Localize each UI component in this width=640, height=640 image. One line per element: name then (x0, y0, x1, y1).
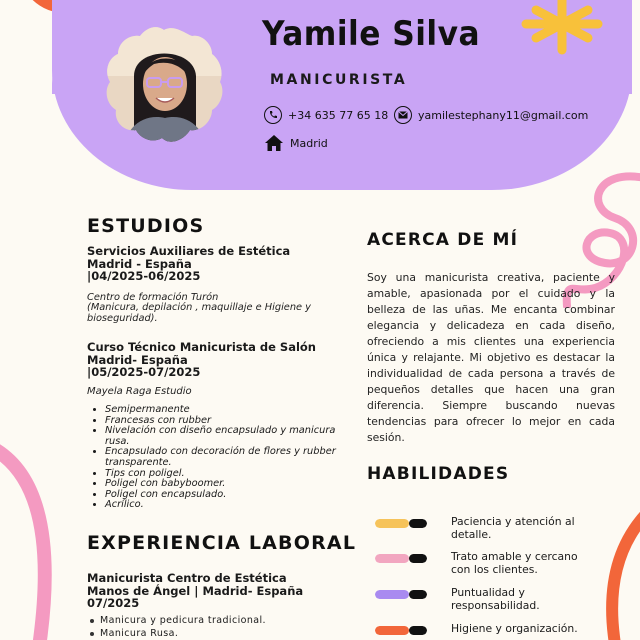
list-item: • Nivelación con diseño encapsulado y manicura rusa. (105, 426, 337, 447)
about-heading: ACERCA DE MÍ (367, 230, 519, 250)
skill-row (375, 551, 595, 576)
list-item: • Tips con poligel. (105, 469, 337, 480)
skill-bar (375, 626, 427, 635)
profile-photo (104, 26, 224, 144)
email-address: yamilestephany11@gmail.com (418, 108, 589, 122)
education-place: Madrid - España (87, 256, 192, 271)
list-item: • Acrílico. (105, 500, 337, 511)
list-item: • Encapsulado con decoración de flores y rubber transparente. (105, 447, 337, 468)
phone-contact (264, 106, 388, 124)
skill-bar (375, 519, 427, 528)
skill-label: Paciencia y atención al detalle. (451, 515, 575, 541)
job-role: MANICURISTA (270, 72, 408, 88)
email-icon (394, 106, 412, 124)
education-entry-2 (87, 341, 337, 511)
skills-heading: HABILIDADES (367, 464, 510, 484)
education-school: Mayela Raga Estudio (87, 385, 192, 397)
candidate-name: Yamile Silva (262, 14, 481, 54)
skill-row (375, 587, 595, 612)
yellow-star (512, 0, 612, 60)
education-school: Centro de formación Turón (87, 291, 219, 303)
orange-arc-right (590, 500, 640, 640)
education-dates: |05/2025-07/2025 (87, 365, 201, 379)
phone-number: +34 635 77 65 18 (288, 108, 389, 122)
skill-row (375, 516, 595, 541)
location-text: Madrid (290, 136, 328, 150)
home-icon (264, 134, 284, 152)
skill-label: Trato amable y cercano con los clientes. (451, 550, 578, 576)
list-item: Manicura y pedicura tradicional. (90, 614, 266, 627)
education-dates: |04/2025-06/2025 (87, 269, 201, 283)
skill-bar (375, 554, 427, 563)
list-item: Manicura Rusa. (90, 627, 266, 640)
education-heading: ESTUDIOS (87, 215, 205, 237)
education-place: Madrid- España (87, 352, 188, 367)
education-title: Servicios Auxiliares de Estética (87, 244, 291, 258)
email-contact (394, 106, 588, 124)
education-entry-1 (87, 245, 337, 324)
phone-icon (264, 106, 282, 124)
list-item: • Semipermanente (105, 405, 337, 416)
experience-heading: EXPERIENCIA LABORAL (87, 532, 357, 554)
education-title: Curso Técnico Manicurista de Salón (87, 340, 316, 354)
list-item: • Poligel con babyboomer. (105, 479, 337, 490)
skill-row (375, 623, 595, 636)
location-contact (264, 134, 328, 152)
list-item: • Francesas con rubber (105, 416, 337, 427)
skill-bar (375, 590, 427, 599)
course-skill-list (87, 405, 337, 511)
experience-title: Manicurista Centro de Estética Manos de Ángel | Madrid- España 07/2025 (87, 571, 304, 610)
about-text: Soy una manicurista creativa, paciente y amable, apasionada por el cuidado y la belleza de las uñas. Me encanta combinar elegancia y delicadeza en cada diseño, ofreciendo a mis clientes una experiencia única y relajante. Mi objetivo es destacar la individualidad de cada persona a través de pequeños detalles que hacen una gran diferencia. Siempre buscando nuevas tendencias para ofrecer lo mejor en cada sesión. (367, 271, 615, 444)
skill-label: Puntualidad y responsabilidad. (451, 586, 540, 612)
education-detail: (Manicura, depilación , maquillaje e Higiene y bioseguridad). (87, 302, 311, 324)
pink-arc-left (0, 430, 70, 640)
experience-list (90, 614, 266, 640)
skill-label: Higiene y organización. (451, 622, 578, 635)
list-item: • Poligel con encapsulado. (105, 490, 337, 501)
